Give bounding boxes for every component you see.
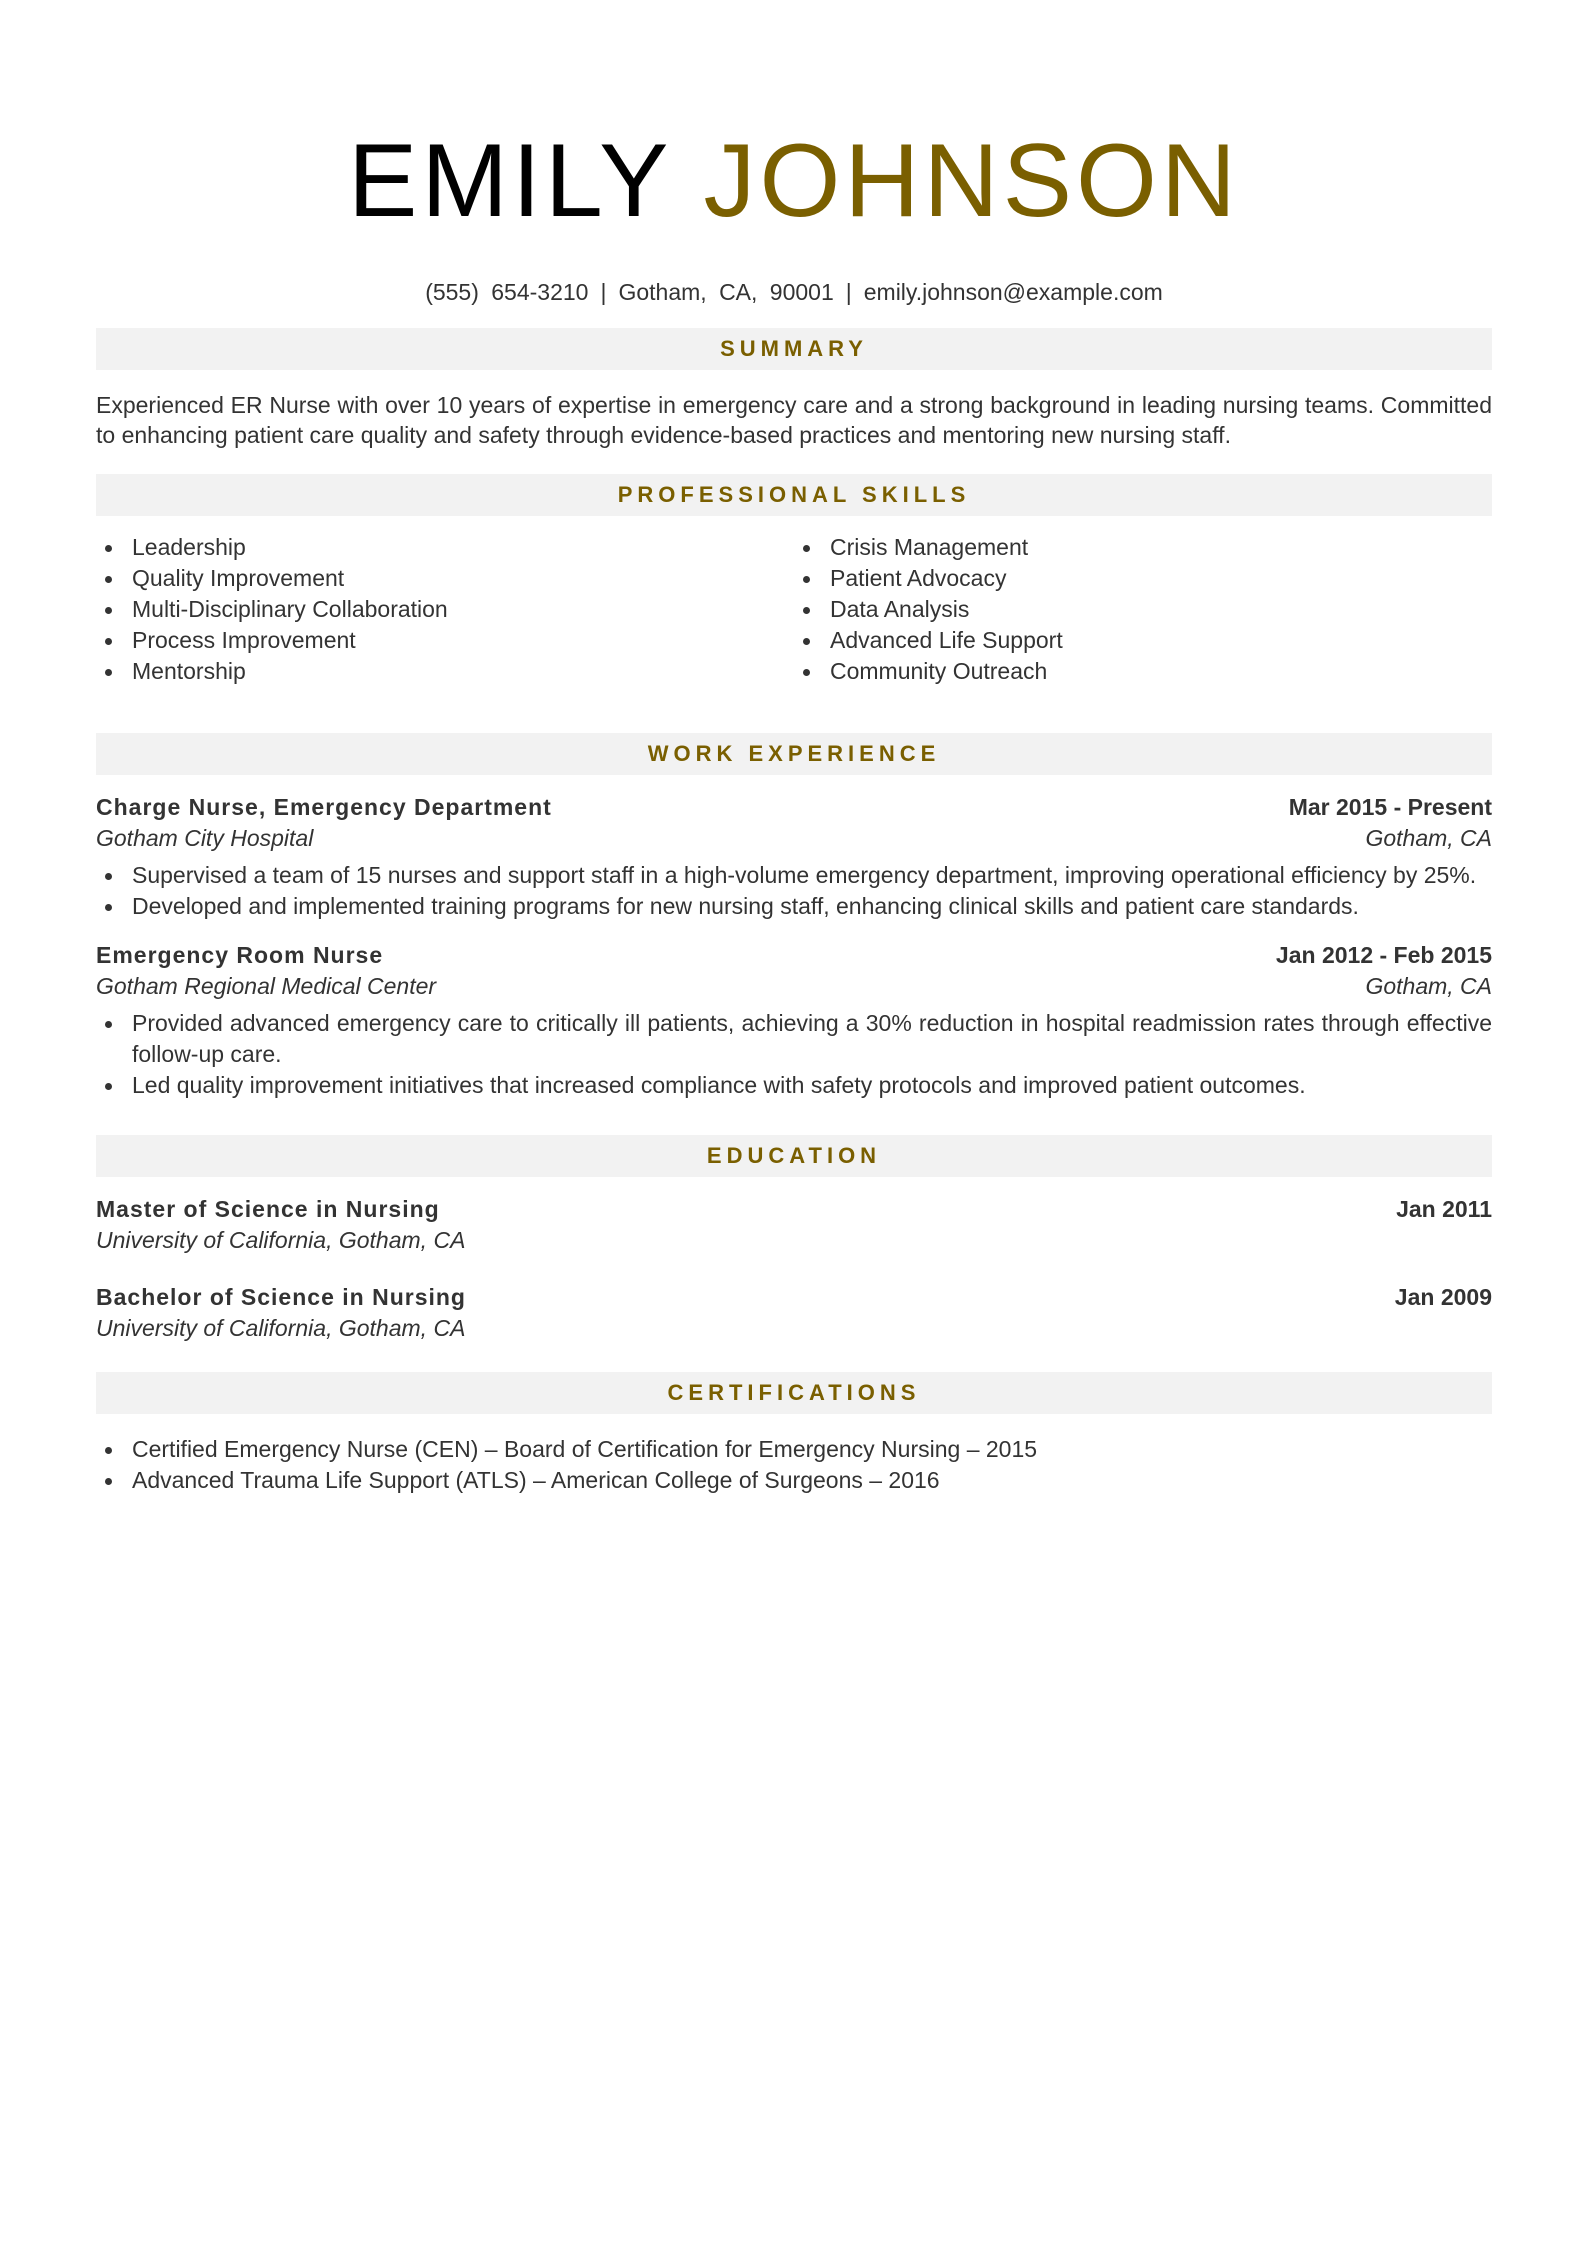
section-heading-summary: SUMMARY (96, 328, 1492, 370)
job-bullet: Led quality improvement initiatives that increased compliance with safety protocols and improved patient outcomes. (132, 1070, 1492, 1101)
education-entry (96, 1194, 1492, 1256)
skills-column-left (96, 532, 794, 687)
degree-date: Jan 2011 (1396, 1196, 1492, 1222)
job-entry (96, 940, 1492, 1101)
contact-email[interactable]: emily.johnson@example.com (863, 279, 1163, 305)
first-name: EMILY (348, 123, 671, 239)
job-location: Gotham, CA (1365, 825, 1492, 851)
job-dates: Mar 2015 - Present (1288, 794, 1492, 820)
summary-text: Experienced ER Nurse with over 10 years of expertise in emergency care and a strong background in leading nursing teams. Committed to enhancing patient care quality and safety through evidence-based practices and mentoring new nursing staff. (96, 392, 1492, 448)
section-heading-education: EDUCATION (96, 1135, 1492, 1177)
job-title: Emergency Room Nurse (96, 942, 384, 968)
degree-date: Jan 2009 (1394, 1284, 1492, 1310)
job-bullet: Developed and implemented training programs for new nursing staff, enhancing clinical skills and patient care standards. (132, 891, 1492, 922)
contact-separator: | (600, 279, 607, 305)
candidate-name (96, 0, 1492, 239)
skill-item: Advanced Life Support (830, 625, 1492, 656)
certification-item: Certified Emergency Nurse (CEN) – Board of Certification for Emergency Nursing – 2015 (132, 1434, 1492, 1465)
education-entry (96, 1282, 1492, 1344)
contact-separator: | (845, 279, 852, 305)
last-name: JOHNSON (703, 123, 1240, 239)
job-location: Gotham, CA (1365, 973, 1492, 999)
contact-phone: (555) 654-3210 (425, 279, 589, 305)
job-bullet: Provided advanced emergency care to critically ill patients, achieving a 30% reduction in hospital readmission rates through effective follow-up care. (132, 1008, 1492, 1070)
section-heading-skills: PROFESSIONAL SKILLS (96, 474, 1492, 516)
job-employer: Gotham City Hospital (96, 825, 314, 851)
skill-item: Leadership (132, 532, 794, 563)
job-bullet: Supervised a team of 15 nurses and support staff in a high-volume emergency department, improving operational efficiency by 25%. (132, 860, 1492, 891)
skill-item: Quality Improvement (132, 563, 794, 594)
skills-column-right (794, 532, 1492, 687)
school-name: University of California, Gotham, CA (96, 1227, 466, 1253)
job-entry (96, 792, 1492, 922)
skill-item: Process Improvement (132, 625, 794, 656)
skill-item: Data Analysis (830, 594, 1492, 625)
degree-title: Master of Science in Nursing (96, 1196, 440, 1222)
skill-item: Crisis Management (830, 532, 1492, 563)
job-employer: Gotham Regional Medical Center (96, 973, 437, 999)
job-title: Charge Nurse, Emergency Department (96, 794, 552, 820)
section-heading-certifications: CERTIFICATIONS (96, 1372, 1492, 1414)
school-name: University of California, Gotham, CA (96, 1315, 466, 1341)
contact-line (96, 277, 1492, 307)
certification-item: Advanced Trauma Life Support (ATLS) – American College of Surgeons – 2016 (132, 1465, 1492, 1496)
section-heading-experience: WORK EXPERIENCE (96, 733, 1492, 775)
certifications-list (96, 1434, 1492, 1496)
skills-list (96, 532, 1492, 687)
skill-item: Mentorship (132, 656, 794, 687)
skill-item: Community Outreach (830, 656, 1492, 687)
skill-item: Patient Advocacy (830, 563, 1492, 594)
contact-location: Gotham, CA, 90001 (618, 279, 834, 305)
degree-title: Bachelor of Science in Nursing (96, 1284, 466, 1310)
job-dates: Jan 2012 - Feb 2015 (1275, 942, 1492, 968)
skill-item: Multi-Disciplinary Collaboration (132, 594, 794, 625)
